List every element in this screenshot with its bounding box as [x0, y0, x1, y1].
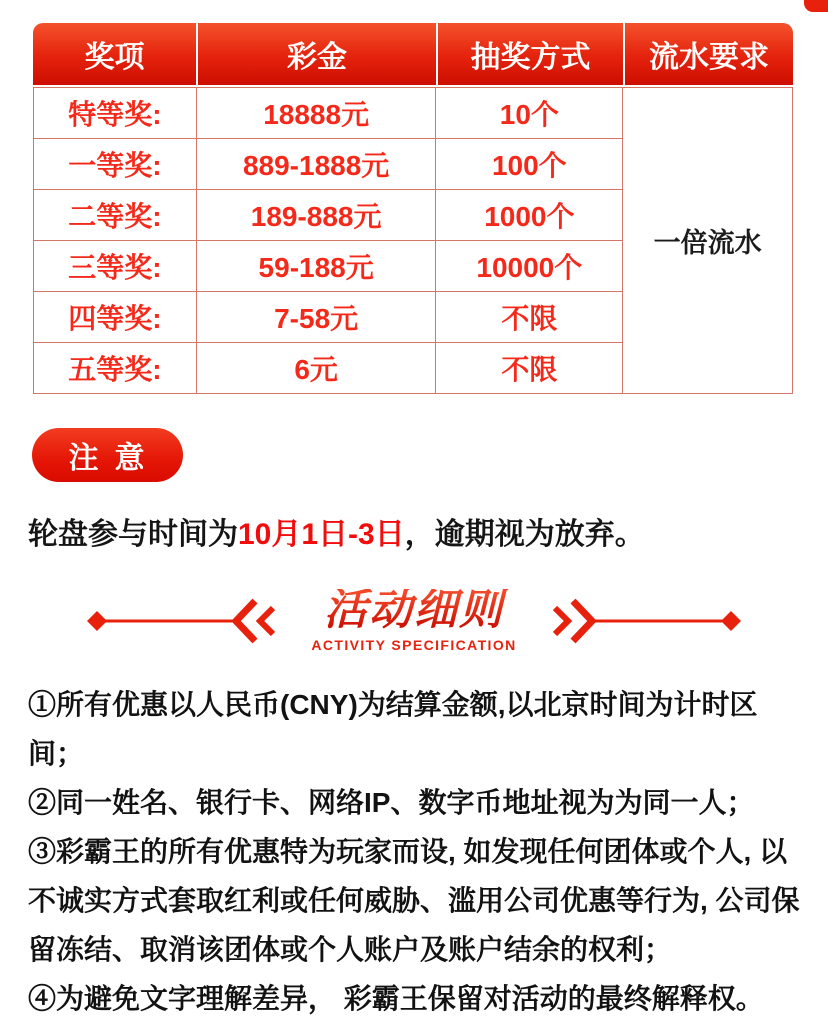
header-bonus: 彩金 — [196, 23, 436, 85]
section-title: 活动细则 — [311, 589, 516, 632]
activity-rules-header — [0, 586, 828, 653]
cell-method: 不限 — [436, 292, 623, 343]
notice-suffix: ，逾期视为放弃。 — [404, 518, 645, 551]
cell-prize: 三等奖: — [34, 241, 197, 292]
cell-prize: 二等奖: — [34, 190, 197, 241]
notice-date-highlight: 10月1日-3日 — [238, 518, 405, 551]
cell-prize: 五等奖: — [34, 343, 197, 394]
left-arrow-decoration — [83, 597, 295, 645]
rules-list — [28, 680, 804, 1023]
notice-prefix: 轮盘参与时间为 — [28, 518, 238, 551]
cell-amount: 6元 — [196, 343, 436, 394]
cell-prize: 四等奖: — [34, 292, 197, 343]
header-prize: 奖项 — [84, 41, 145, 74]
cell-amount: 59-188元 — [196, 241, 436, 292]
notice-badge: 注意 — [32, 428, 183, 482]
cell-method: 10000个 — [436, 241, 623, 292]
cell-amount: 7-58元 — [196, 292, 436, 343]
cell-amount: 18888元 — [196, 88, 436, 139]
header-method: 抽奖方式 — [436, 23, 623, 85]
cell-prize: 一等奖: — [34, 139, 197, 190]
right-arrow-decoration — [533, 597, 745, 645]
cell-method: 100个 — [436, 139, 623, 190]
table-row — [34, 88, 793, 139]
rule-item-3: ③彩霸王的所有优惠特为玩家而设, 如发现任何团体或个人, 以不诚实方式套取红利或任何威胁、滥用公司优惠等行为, 公司保留冻结、取消该团体或个人账户及账户结余的权利； — [28, 836, 800, 965]
header-turnover: 流水要求 — [623, 23, 793, 85]
cutoff-red-fragment — [804, 0, 828, 12]
cell-turnover: 一倍流水 — [623, 88, 793, 394]
prize-table-header — [33, 23, 793, 85]
section-title-block — [311, 586, 517, 653]
cell-amount: 189-888元 — [196, 190, 436, 241]
rule-item-4: ④为避免文字理解差异， 彩霸王保留对活动的最终解释权。 — [28, 983, 764, 1014]
cell-method: 1000个 — [436, 190, 623, 241]
prize-table — [33, 23, 793, 394]
section-subtitle: ACTIVITY SPECIFICATION — [311, 637, 517, 653]
rule-item-1: ①所有优惠以人民币(CNY)为结算金额,以北京时间为计时区间； — [28, 689, 758, 769]
cell-method: 10个 — [436, 88, 623, 139]
prize-table-body — [33, 87, 793, 394]
cell-method: 不限 — [436, 343, 623, 394]
cell-prize: 特等奖: — [34, 88, 197, 139]
cell-amount: 889-1888元 — [196, 139, 436, 190]
rule-item-2: ②同一姓名、银行卡、网络IP、数字币地址视为为同一人； — [28, 787, 755, 818]
notice-text — [28, 509, 808, 553]
